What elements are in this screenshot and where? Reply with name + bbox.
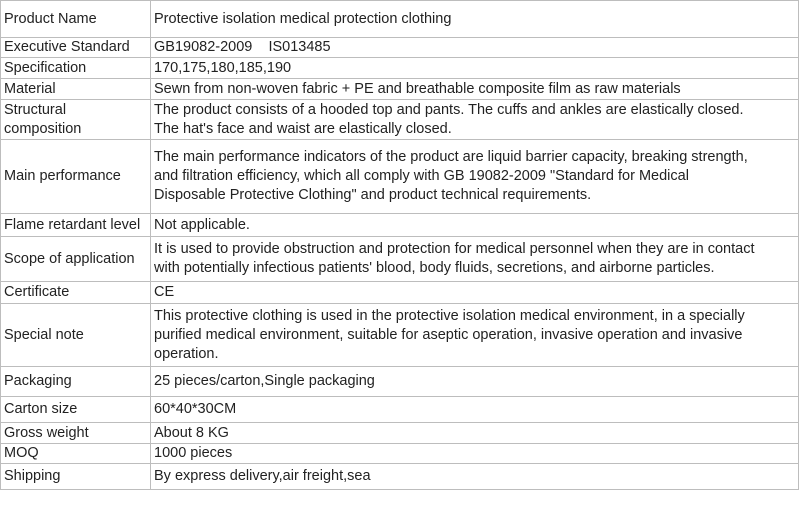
row-value: GB19082-2009 IS013485: [151, 38, 799, 58]
row-value: Not applicable.: [151, 214, 799, 237]
table-row: [1, 397, 799, 423]
row-value: The product consists of a hooded top and pants. The cuffs and ankles are elastically closed. The hat's face and waist are elastically closed.: [151, 100, 799, 140]
row-label: Gross weight: [1, 423, 151, 444]
row-value: The main performance indicators of the product are liquid barrier capacity, breaking strength, and filtration efficiency, which all comply with GB 19082-2009 "Standard for Medical Disposable Protective Clothing" and product technical requirements.: [151, 140, 799, 214]
table-row: [1, 100, 799, 140]
table-row: [1, 79, 799, 100]
row-label: Packaging: [1, 367, 151, 397]
row-label: Flame retardant level: [1, 214, 151, 237]
row-label: Shipping: [1, 464, 151, 490]
table-row: [1, 58, 799, 79]
row-label: Product Name: [1, 1, 151, 38]
row-value: 25 pieces/carton,Single packaging: [151, 367, 799, 397]
table-row: [1, 423, 799, 444]
row-value: This protective clothing is used in the protective isolation medical environment, in a specially purified medical environment, suitable for aseptic operation, invasive operation and invasive operation.: [151, 304, 799, 367]
row-value: 170,175,180,185,190: [151, 58, 799, 79]
row-value: About 8 KG: [151, 423, 799, 444]
table-row: [1, 282, 799, 304]
row-label: Material: [1, 79, 151, 100]
row-value: Protective isolation medical protection clothing: [151, 1, 799, 38]
table-row: [1, 464, 799, 490]
table-row: [1, 214, 799, 237]
row-value: 1000 pieces: [151, 444, 799, 464]
table-row: [1, 38, 799, 58]
table-row: [1, 304, 799, 367]
table-row: [1, 140, 799, 214]
row-value: 60*40*30CM: [151, 397, 799, 423]
table-row: [1, 1, 799, 38]
table-row: [1, 367, 799, 397]
row-value: Sewn from non-woven fabric + PE and breathable composite film as raw materials: [151, 79, 799, 100]
table-row: [1, 237, 799, 282]
row-label: Scope of application: [1, 237, 151, 282]
row-label: Carton size: [1, 397, 151, 423]
row-label: MOQ: [1, 444, 151, 464]
row-label: Executive Standard: [1, 38, 151, 58]
row-label: Specification: [1, 58, 151, 79]
row-label: Main performance: [1, 140, 151, 214]
row-value: By express delivery,air freight,sea: [151, 464, 799, 490]
row-value: It is used to provide obstruction and protection for medical personnel when they are in contact with potentially infectious patients' blood, body fluids, secretions, and airborne particles.: [151, 237, 799, 282]
row-label: Certificate: [1, 282, 151, 304]
row-label: Special note: [1, 304, 151, 367]
row-value: CE: [151, 282, 799, 304]
table-row: [1, 444, 799, 464]
row-label: Structural composition: [1, 100, 151, 140]
